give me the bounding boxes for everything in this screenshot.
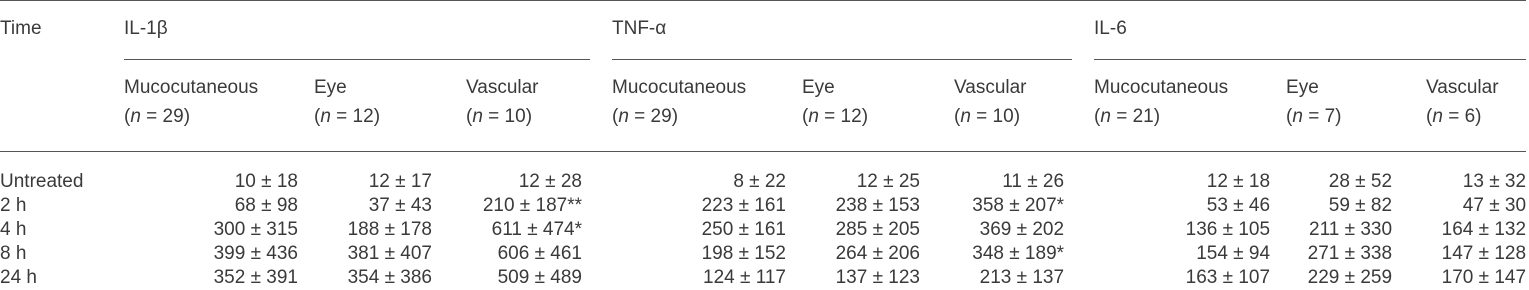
sample-size-symbol: n xyxy=(130,106,141,127)
value-cell: 611 ± 474* xyxy=(491,219,582,240)
sample-size-symbol: n xyxy=(320,106,331,127)
group-label-il6: IL-6 xyxy=(1094,17,1526,60)
value-cell: 210 ± 187** xyxy=(482,195,582,216)
sample-size-value: = 6) xyxy=(1442,106,1482,127)
value-cell: 188 ± 178 xyxy=(347,219,432,240)
group-header-il1b xyxy=(124,1,612,66)
column-header-label: Eye xyxy=(1286,77,1319,98)
column-sample-size xyxy=(124,102,314,131)
sample-size-symbol: n xyxy=(618,106,629,127)
column-header xyxy=(802,65,954,152)
sample-size-value: = 10) xyxy=(970,106,1021,127)
time-cell: 2 h xyxy=(0,195,27,216)
sample-size-open: ( xyxy=(1426,106,1433,127)
column-header xyxy=(466,65,612,152)
value-cell: 509 ± 489 xyxy=(497,267,582,288)
sample-size-symbol: n xyxy=(1292,106,1303,127)
value-cell: 352 ± 391 xyxy=(213,267,298,288)
column-sample-size xyxy=(466,102,612,131)
value-cell: 164 ± 132 xyxy=(1441,219,1527,240)
table-row xyxy=(0,152,1526,195)
value-cell: 11 ± 26 xyxy=(1002,171,1065,192)
value-cell: 285 ± 205 xyxy=(835,219,920,240)
value-cell: 211 ± 330 xyxy=(1309,219,1393,240)
column-header-label: Vascular xyxy=(1426,77,1499,98)
time-cell: 4 h xyxy=(0,219,27,240)
column-sample-size xyxy=(954,102,1094,131)
group-header-tnfa xyxy=(612,1,1094,66)
group-header-row xyxy=(0,1,1526,66)
column-header xyxy=(1094,65,1286,152)
value-cell: 124 ± 117 xyxy=(703,267,786,288)
sample-size-open: ( xyxy=(124,106,131,127)
sample-size-open: ( xyxy=(466,106,473,127)
value-cell: 154 ± 94 xyxy=(1196,243,1271,264)
column-header-label: Eye xyxy=(802,77,835,98)
value-cell: 12 ± 18 xyxy=(1206,171,1271,192)
sample-size-symbol: n xyxy=(1100,106,1111,127)
sample-size-value: = 29) xyxy=(140,106,191,127)
table-row xyxy=(0,194,1526,218)
value-cell: 170 ± 147 xyxy=(1441,267,1527,288)
value-cell: 53 ± 46 xyxy=(1206,195,1271,216)
column-header xyxy=(612,65,802,152)
column-header-label: Vascular xyxy=(954,77,1027,98)
value-cell: 369 ± 202 xyxy=(979,219,1065,240)
value-cell: 10 ± 18 xyxy=(234,171,298,192)
value-cell: 348 ± 189* xyxy=(972,243,1065,264)
value-cell: 300 ± 315 xyxy=(213,219,298,240)
column-sample-size xyxy=(1094,102,1286,131)
value-cell: 271 ± 338 xyxy=(1307,243,1393,264)
sample-size-value: = 21) xyxy=(1110,106,1161,127)
table-row xyxy=(0,266,1526,290)
column-header xyxy=(314,65,466,152)
group-label-tnfa: TNF-α xyxy=(612,17,1072,60)
value-cell: 68 ± 98 xyxy=(234,195,298,216)
value-cell: 238 ± 153 xyxy=(835,195,920,216)
value-cell: 213 ± 137 xyxy=(979,267,1065,288)
column-sample-size xyxy=(1286,102,1426,131)
value-cell: 264 ± 206 xyxy=(835,243,920,264)
value-cell: 8 ± 22 xyxy=(733,171,786,192)
column-header-label: Mucocutaneous xyxy=(1094,77,1229,98)
column-header xyxy=(1426,65,1526,152)
value-cell: 28 ± 52 xyxy=(1328,171,1393,192)
value-cell: 147 ± 128 xyxy=(1441,243,1527,264)
value-cell: 59 ± 82 xyxy=(1328,195,1393,216)
sample-size-symbol: n xyxy=(1432,106,1443,127)
value-cell: 381 ± 407 xyxy=(347,243,432,264)
column-header-row xyxy=(0,65,1526,152)
sample-size-open: ( xyxy=(612,106,619,127)
sample-size-symbol: n xyxy=(960,106,971,127)
sample-size-open: ( xyxy=(314,106,321,127)
sample-size-value: = 29) xyxy=(628,106,679,127)
value-cell: 13 ± 32 xyxy=(1462,171,1527,192)
column-sample-size xyxy=(1426,102,1526,131)
table-row xyxy=(0,218,1526,242)
column-sample-size xyxy=(802,102,954,131)
column-sample-size xyxy=(612,102,802,131)
sample-size-value: = 12) xyxy=(818,106,869,127)
column-header-label: Eye xyxy=(314,77,347,98)
value-cell: 250 ± 161 xyxy=(701,219,786,240)
column-header xyxy=(1286,65,1426,152)
time-cell: 8 h xyxy=(0,243,27,264)
value-cell: 37 ± 43 xyxy=(368,195,432,216)
group-label-il1b: IL-1β xyxy=(124,17,590,60)
value-cell: 47 ± 30 xyxy=(1462,195,1527,216)
value-cell: 12 ± 25 xyxy=(856,171,920,192)
table-row xyxy=(0,242,1526,266)
column-header-label: Mucocutaneous xyxy=(124,77,259,98)
sample-size-value: = 7) xyxy=(1302,106,1342,127)
value-cell: 399 ± 436 xyxy=(213,243,298,264)
group-header-il6 xyxy=(1094,1,1526,66)
value-cell: 136 ± 105 xyxy=(1185,219,1271,240)
sample-size-open: ( xyxy=(1286,106,1293,127)
column-sample-size xyxy=(314,102,466,131)
column-header-label: Vascular xyxy=(466,77,539,98)
value-cell: 354 ± 386 xyxy=(347,267,432,288)
sample-size-open: ( xyxy=(802,106,809,127)
column-header xyxy=(954,65,1094,152)
time-header: Time xyxy=(0,18,42,39)
value-cell: 229 ± 259 xyxy=(1307,267,1393,288)
value-cell: 163 ± 107 xyxy=(1185,267,1271,288)
value-cell: 358 ± 207* xyxy=(972,195,1065,216)
sample-size-open: ( xyxy=(1094,106,1101,127)
sample-size-symbol: n xyxy=(808,106,819,127)
value-cell: 12 ± 28 xyxy=(518,171,582,192)
value-cell: 12 ± 17 xyxy=(368,171,432,192)
time-cell: Untreated xyxy=(0,171,84,192)
time-cell: 24 h xyxy=(0,267,37,288)
sample-size-symbol: n xyxy=(472,106,483,127)
column-header-label: Mucocutaneous xyxy=(612,77,747,98)
sample-size-open: ( xyxy=(954,106,961,127)
value-cell: 137 ± 123 xyxy=(835,267,920,288)
column-header xyxy=(124,65,314,152)
sample-size-value: = 10) xyxy=(482,106,533,127)
sample-size-value: = 12) xyxy=(330,106,381,127)
value-cell: 606 ± 461 xyxy=(497,243,582,264)
value-cell: 198 ± 152 xyxy=(701,243,786,264)
value-cell: 223 ± 161 xyxy=(701,195,786,216)
